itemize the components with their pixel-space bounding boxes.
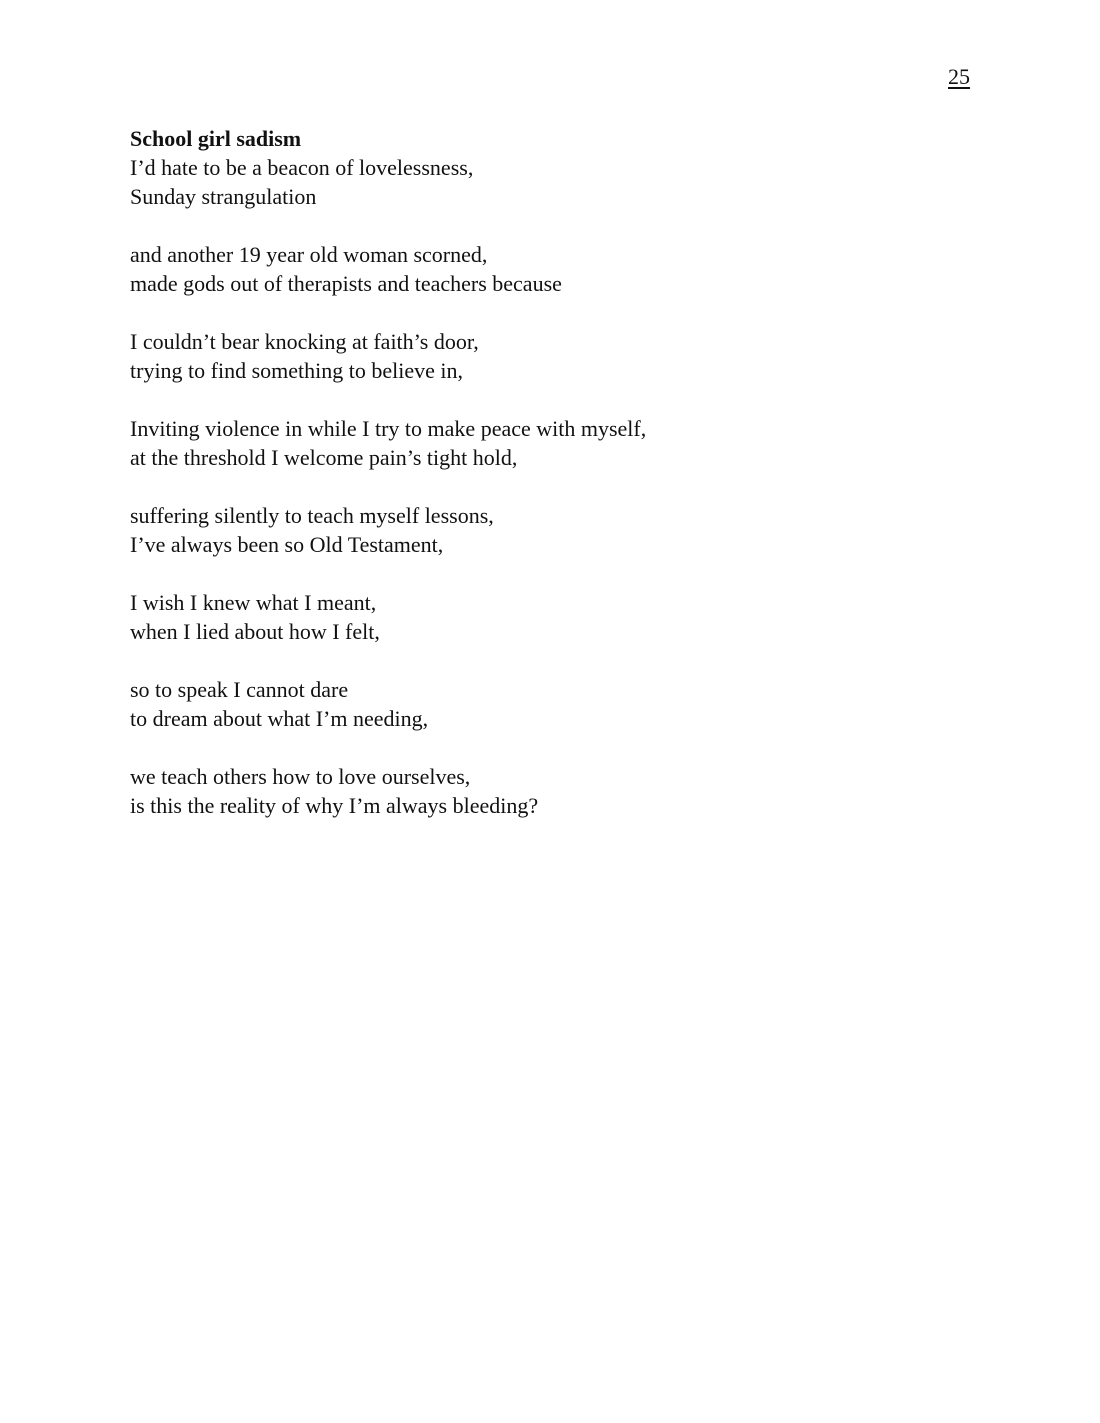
poem-line: and another 19 year old woman scorned, — [130, 242, 488, 267]
stanza — [130, 327, 830, 385]
poem-line: I’d hate to be a beacon of lovelessness, — [130, 155, 474, 180]
poem-line: I’ve always been so Old Testament, — [130, 532, 444, 557]
poem-title: School girl sadism — [130, 126, 302, 151]
stanza — [130, 675, 830, 733]
poem-body — [130, 124, 830, 849]
poem-line: I couldn’t bear knocking at faith’s door, — [130, 329, 479, 354]
stanza — [130, 762, 830, 820]
poem-line: to dream about what I’m needing, — [130, 706, 429, 731]
poem-line: made gods out of therapists and teachers because — [130, 271, 562, 296]
poem-line: we teach others how to love ourselves, — [130, 764, 471, 789]
poem-line: when I lied about how I felt, — [130, 619, 380, 644]
stanza — [130, 240, 830, 298]
poem-line: suffering silently to teach myself lessons, — [130, 503, 494, 528]
stanza — [130, 588, 830, 646]
poem-line: I wish I knew what I meant, — [130, 590, 377, 615]
stanza — [130, 414, 830, 472]
poem-line: is this the reality of why I’m always bleeding? — [130, 793, 539, 818]
poem-line: so to speak I cannot dare — [130, 677, 349, 702]
poem-line: trying to find something to believe in, — [130, 358, 464, 383]
poem-line: Sunday strangulation — [130, 184, 317, 209]
poem-line: at the threshold I welcome pain’s tight hold, — [130, 445, 518, 470]
page-number: 25 — [948, 64, 970, 89]
poem-line: Inviting violence in while I try to make peace with myself, — [130, 416, 647, 441]
stanza — [130, 153, 830, 211]
stanza — [130, 501, 830, 559]
